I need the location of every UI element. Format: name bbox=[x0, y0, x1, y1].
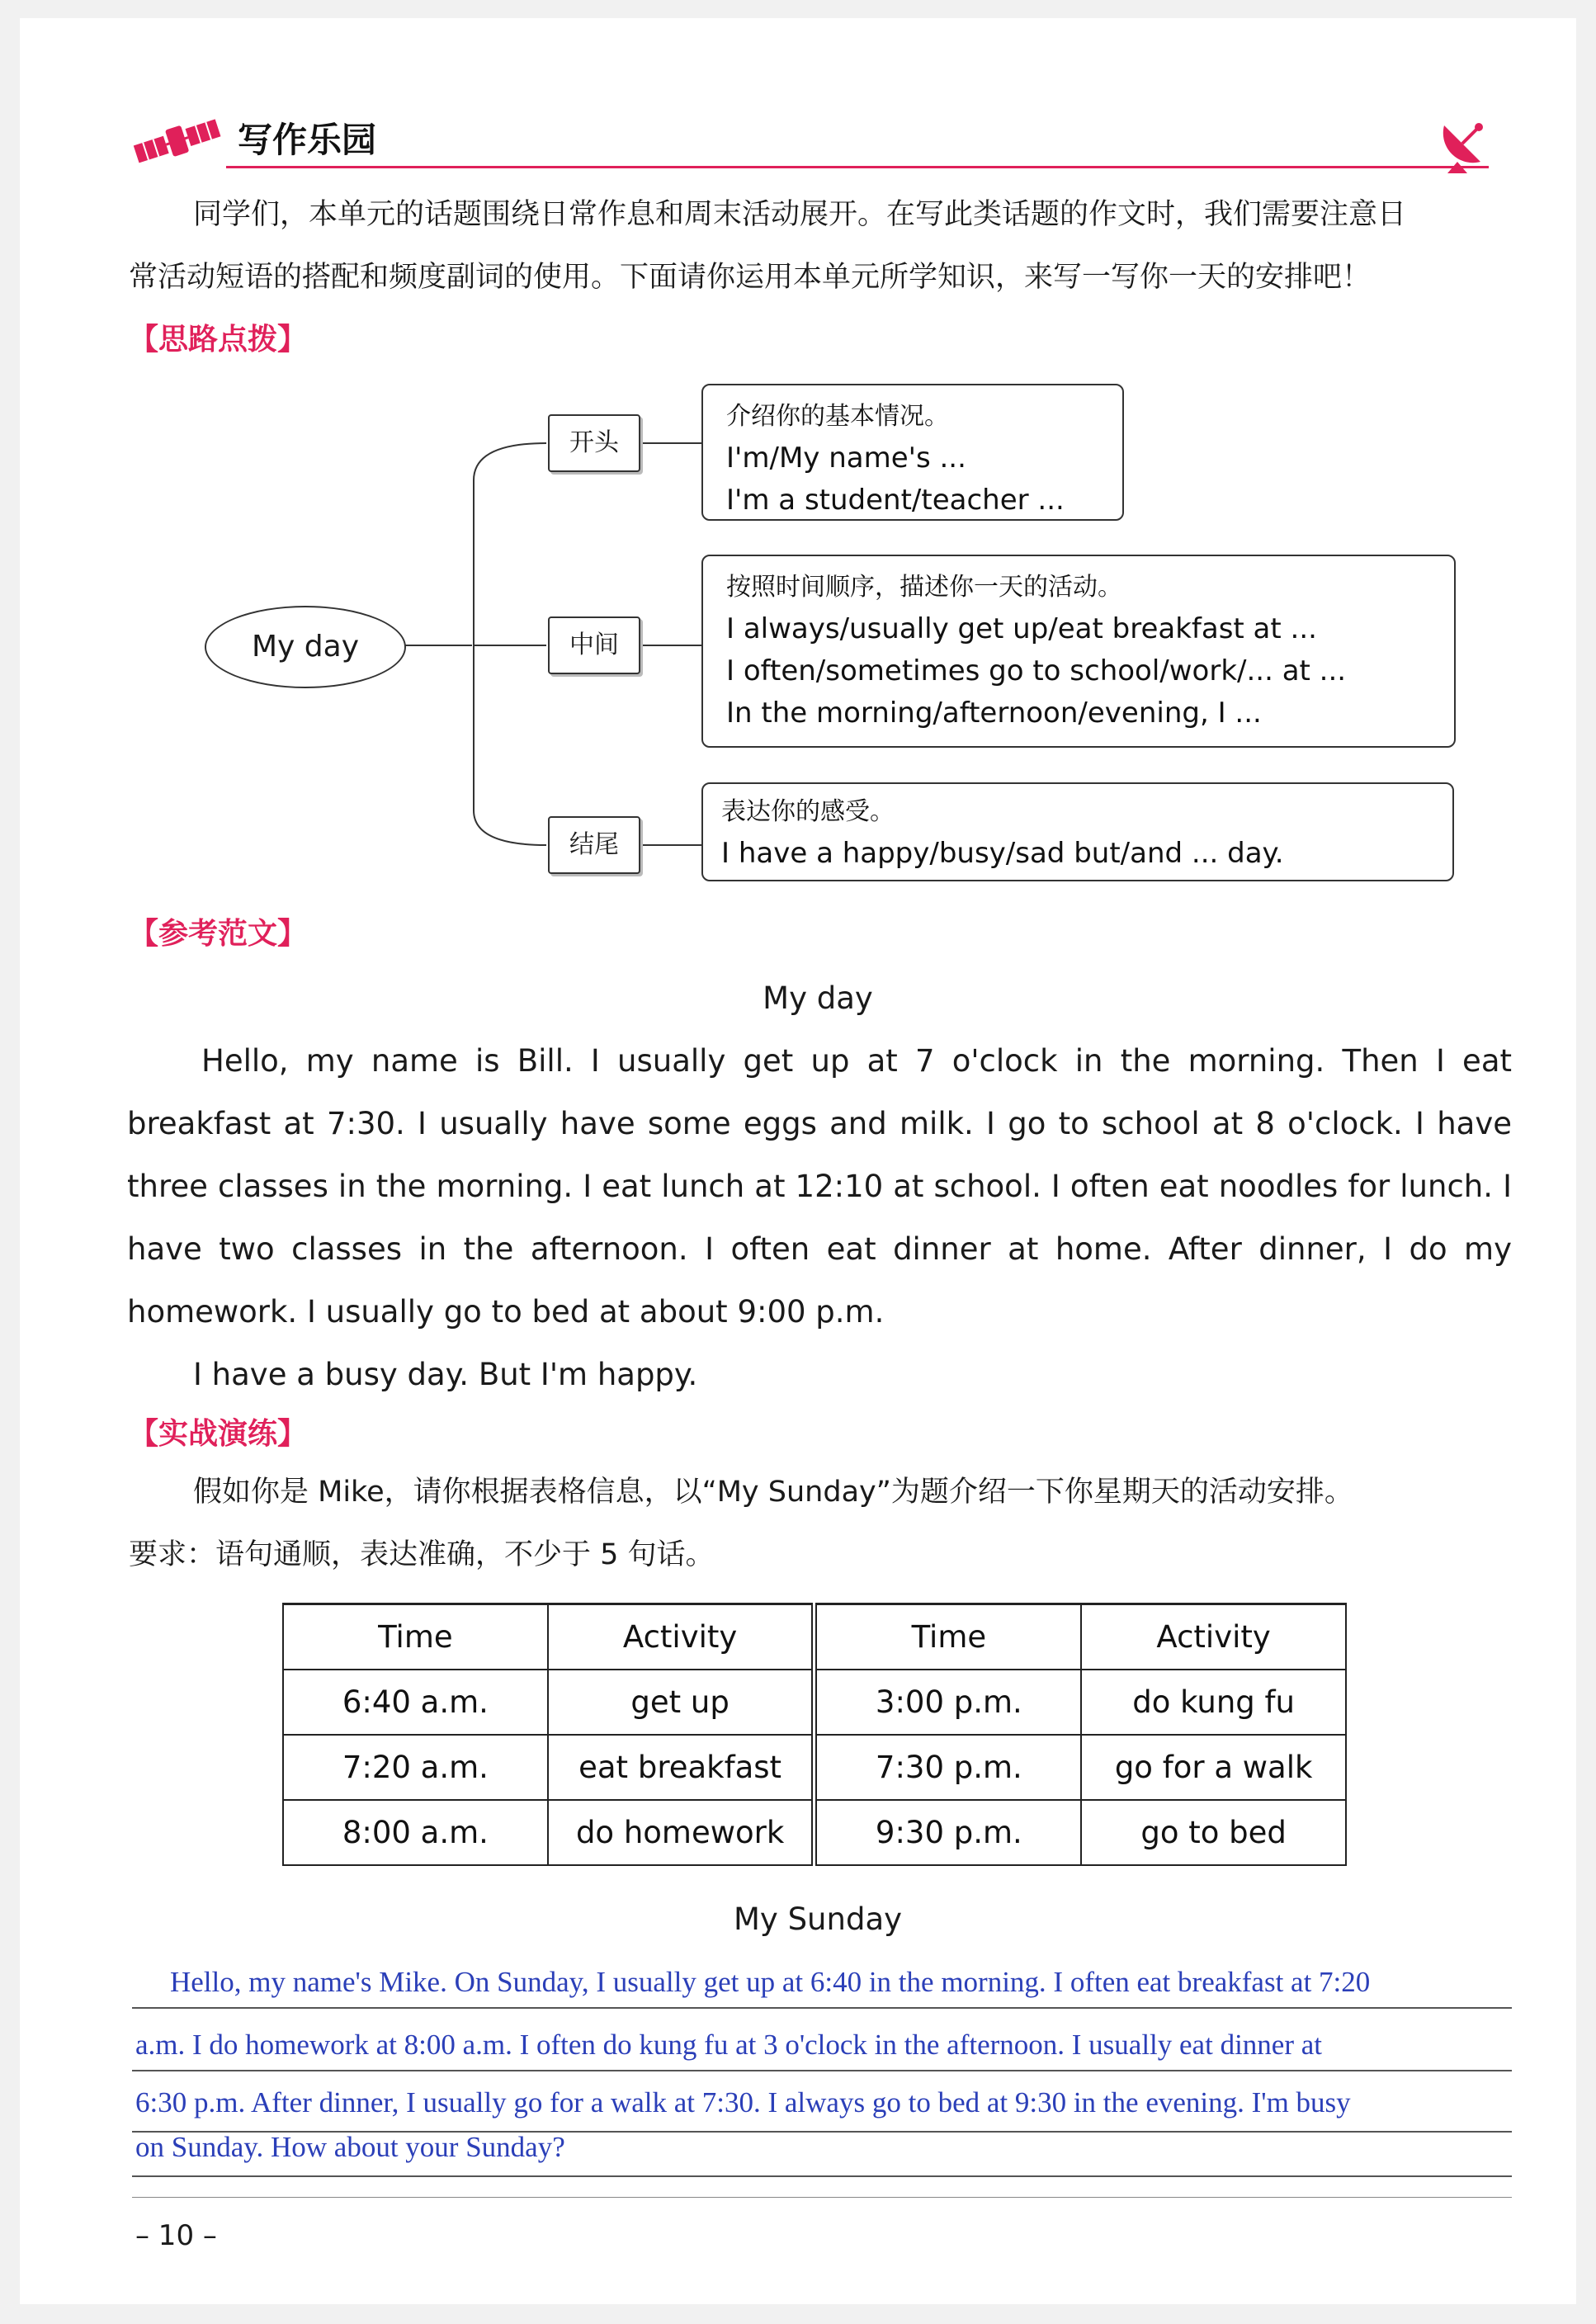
section-title: 写作乐园 bbox=[238, 120, 377, 160]
table-cell: get up bbox=[548, 1670, 815, 1735]
mindmap-box-line: 介绍你的基本情况。 bbox=[726, 402, 949, 431]
mindmap-node-middle bbox=[548, 616, 640, 674]
sample-line: have two classes in the afternoon. I often eat dinner at home. After dinner, I do my bbox=[127, 1231, 1512, 1267]
table-row bbox=[283, 1735, 1346, 1800]
page-number: – 10 – bbox=[135, 2219, 217, 2252]
table-cell: 8:00 a.m. bbox=[283, 1800, 548, 1865]
schedule-table bbox=[282, 1603, 1347, 1866]
table-cell: go for a walk bbox=[1081, 1735, 1346, 1800]
writing-line bbox=[132, 2007, 1512, 2009]
table-row bbox=[283, 1800, 1346, 1865]
mindmap-box-line: I often/sometimes go to school/work/... at ... bbox=[726, 654, 1347, 687]
table-header-row bbox=[283, 1604, 1346, 1670]
section-heading-sample: 【参考范文】 bbox=[129, 917, 308, 951]
section-heading-practice: 【实战演练】 bbox=[129, 1417, 308, 1451]
table-cell: 9:30 p.m. bbox=[815, 1800, 1081, 1865]
writing-line bbox=[132, 2070, 1512, 2071]
table-cell: 7:30 p.m. bbox=[815, 1735, 1081, 1800]
mindmap-center-label: My day bbox=[251, 630, 360, 664]
writing-line bbox=[132, 2175, 1512, 2177]
table-header-cell: Time bbox=[815, 1604, 1081, 1670]
answer-line: 6:30 p.m. After dinner, I usually go for a walk at 7:30. I always go to bed at 9:30 in the evening. I'm busy bbox=[135, 2086, 1351, 2119]
mindmap-box-opening bbox=[701, 384, 1124, 521]
answer-line: a.m. I do homework at 8:00 a.m. I often do kung fu at 3 o'clock in the afternoon. I usually eat dinner at bbox=[135, 2029, 1322, 2061]
intro-line-2: 常活动短语的搭配和频度副词的使用。下面请你运用本单元所学知识，来写一写你一天的安排吧！ bbox=[129, 261, 1372, 294]
table-cell: 3:00 p.m. bbox=[815, 1670, 1081, 1735]
answer-line: on Sunday. How about your Sunday? bbox=[135, 2131, 565, 2163]
table-cell: do homework bbox=[548, 1800, 815, 1865]
mindmap-node-label: 中间 bbox=[569, 631, 619, 659]
mindmap-node-label: 结尾 bbox=[569, 830, 619, 859]
task-line-1: 假如你是 Mike，请你根据表格信息，以“My Sunday”为题介绍一下你星期天的活动安排。 bbox=[193, 1476, 1353, 1509]
sample-title: My day bbox=[763, 980, 873, 1016]
mindmap-box-line: 表达你的感受。 bbox=[721, 797, 895, 826]
page bbox=[20, 18, 1576, 2304]
task-line-2: 要求：语句通顺，表达准确，不少于 5 句话。 bbox=[129, 1538, 715, 1571]
table-cell: 7:20 a.m. bbox=[283, 1735, 548, 1800]
sample-line: three classes in the morning. I eat lunch at 12:10 at school. I often eat noodles for lunch. I bbox=[127, 1169, 1512, 1204]
table-header-cell: Time bbox=[283, 1604, 548, 1670]
mindmap-box-line: I'm/My name's ... bbox=[726, 442, 966, 475]
table-header-cell: Activity bbox=[548, 1604, 815, 1670]
mindmap-node-ending bbox=[548, 816, 640, 874]
table-cell: 6:40 a.m. bbox=[283, 1670, 548, 1735]
mindmap-node-label: 开头 bbox=[569, 428, 619, 457]
mindmap-node-opening bbox=[548, 414, 640, 472]
mindmap-box-line: I always/usually get up/eat breakfast at ... bbox=[726, 612, 1317, 645]
mindmap-box-line: 按照时间顺序，描述你一天的活动。 bbox=[726, 573, 1122, 602]
table-cell: go to bed bbox=[1081, 1800, 1346, 1865]
sample-line: breakfast at 7:30. I usually have some eggs and milk. I go to school at 8 o'clock. I have bbox=[127, 1106, 1512, 1141]
mindmap-box-line: I'm a student/teacher ... bbox=[726, 484, 1065, 517]
table-cell: eat breakfast bbox=[548, 1735, 815, 1800]
section-heading-tips: 【思路点拨】 bbox=[129, 323, 308, 357]
table-header-cell: Activity bbox=[1081, 1604, 1346, 1670]
sample-line: I have a busy day. But I'm happy. bbox=[193, 1357, 698, 1392]
sample-line: homework. I usually go to bed at about 9:00 p.m. bbox=[127, 1294, 885, 1330]
mindmap-box-line: I have a happy/busy/sad but/and ... day. bbox=[721, 837, 1284, 870]
mindmap-box-line: In the morning/afternoon/evening, I ... bbox=[726, 697, 1262, 730]
answer-line: Hello, my name's Mike. On Sunday, I usually get up at 6:40 in the morning. I often eat breakfast at 7:20 bbox=[170, 1966, 1371, 1998]
table-cell: do kung fu bbox=[1081, 1670, 1346, 1735]
sample-line: Hello, my name is Bill. I usually get up at 7 o'clock in the morning. Then I eat bbox=[201, 1043, 1512, 1079]
answer-title: My Sunday bbox=[733, 1901, 903, 1937]
mindmap-box-ending bbox=[701, 782, 1454, 881]
mindmap-center bbox=[205, 606, 406, 688]
writing-line bbox=[132, 2197, 1512, 2198]
intro-line-1: 同学们，本单元的话题围绕日常作息和周末活动展开。在写此类话题的作文时，我们需要注意日 bbox=[193, 198, 1407, 231]
mindmap-box-middle bbox=[701, 555, 1456, 748]
table-row bbox=[283, 1670, 1346, 1735]
